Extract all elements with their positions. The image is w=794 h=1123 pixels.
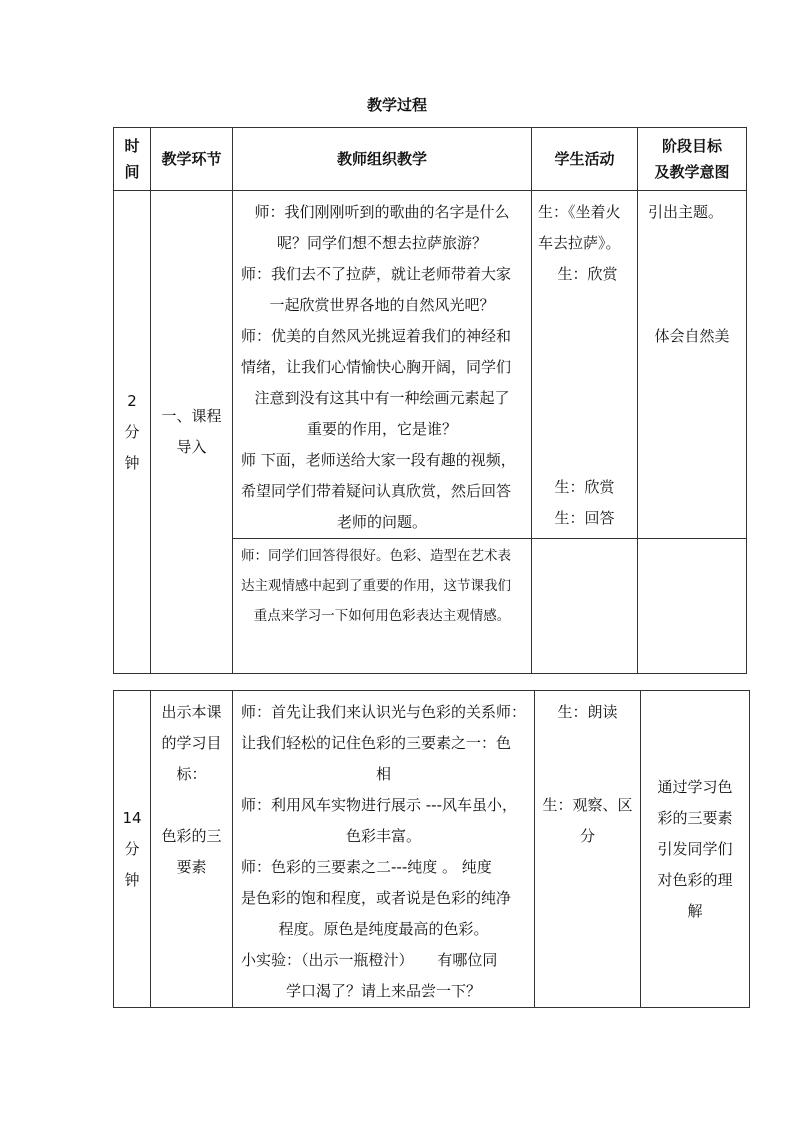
teacher-line: 相 [375, 765, 391, 783]
student-line: 生：《坐着火 [538, 203, 621, 221]
page-title: 教学过程 [366, 96, 427, 114]
teacher-line: 老师的问题。 [336, 513, 427, 531]
stage-line: 一、课程 [161, 407, 222, 425]
time-unit-1: 分 [124, 422, 140, 441]
stage-line: 出示本课 [161, 703, 222, 721]
stage-line: 色彩的三 [161, 827, 222, 845]
goal-cell [641, 691, 750, 1008]
stage-line: 的学习目 [161, 734, 222, 752]
goal-line: 体会自然美 [654, 327, 730, 345]
lesson-table-2 [113, 690, 750, 1008]
student-line: 生：朗读 [557, 703, 618, 721]
time-unit-2: 钟 [124, 870, 140, 889]
goal-cell [638, 191, 747, 539]
time-unit-1: 分 [124, 839, 140, 858]
goal-line: 彩的三要素 [657, 808, 733, 827]
teacher-line: 重要的作用，它是谁？ [306, 420, 457, 438]
student-line: 生：欣赏 [554, 478, 615, 496]
stage-cell [151, 191, 233, 674]
time-unit-2: 钟 [124, 453, 140, 472]
student-line: 车去拉萨》。 [538, 234, 621, 252]
stage-line: 导入 [176, 438, 207, 456]
lesson-table-1 [113, 127, 747, 674]
teacher-line: 达主观情感中起到了重要的作用，这节课我们 [241, 578, 511, 594]
teacher-line: 一起欣赏世界各地的自然风光吧？ [269, 296, 495, 314]
student-line: 生：欣赏 [557, 265, 618, 283]
teacher-line: 师 下面，老师送给大家一段有趣的视频， [241, 451, 516, 469]
goal-line: 对色彩的理 [657, 870, 733, 889]
header-time-line2: 间 [124, 163, 140, 181]
header-time [114, 128, 151, 191]
header-teacher: 教师组织教学 [233, 128, 532, 191]
teacher-line: 师：利用风车实物进行展示 ---风车虽小， [241, 796, 518, 814]
teacher-line: 师：首先让我们来认识光与色彩的关系师： [241, 703, 527, 721]
goal-cell [638, 539, 747, 674]
stage-line: 要素 [176, 858, 207, 876]
goal-line: 解 [687, 901, 703, 920]
header-goal-line1: 阶段目标 [661, 137, 722, 155]
student-cell [532, 539, 638, 674]
time-cell [114, 691, 151, 1008]
student-line: 分 [579, 827, 595, 845]
teacher-line: 色彩丰富。 [345, 827, 421, 845]
teacher-line: 师：色彩的三要素之二---纯度 。 纯度 [241, 858, 492, 876]
goal-line: 通过学习色 [657, 777, 733, 796]
header-goal [638, 128, 747, 191]
student-line: 生：回答 [554, 509, 615, 527]
header-stage: 教学环节 [151, 128, 233, 191]
teacher-line: 小实验：（出示一瓶橙汁） 有哪位同 [241, 951, 498, 969]
goal-line: 引出主题。 [648, 203, 724, 221]
teacher-line: 师：同学们回答得很好。色彩、造型在艺术表 [241, 548, 511, 564]
teacher-line: 是色彩的饱和程度，或者说是色彩的纯净 [241, 889, 512, 907]
teacher-line: 注意到没有这其中有一种绘画元素起了 [254, 389, 510, 407]
time-value: 14 [122, 808, 142, 827]
header-row [114, 128, 747, 191]
teacher-line: 情绪，让我们心情愉快心胸开阔，同学们 [241, 358, 512, 376]
teacher-cell [233, 539, 532, 674]
teacher-line: 师：我们去不了拉萨，就让老师带着大家 [241, 265, 512, 283]
header-goal-line2: 及教学意图 [654, 163, 730, 181]
time-cell [114, 191, 151, 674]
student-line: 生：观察、区 [542, 796, 633, 814]
teacher-cell [233, 191, 532, 539]
table-row [114, 691, 750, 1008]
header-time-line1: 时 [124, 137, 140, 155]
teacher-line: 师：优美的自然风光挑逗着我们的神经和 [241, 327, 512, 345]
teacher-line: 学口渴了？请上来品尝一下？ [285, 982, 481, 1000]
teacher-line: 让我们轻松的记住色彩的三要素之一：色 [241, 734, 512, 752]
time-value: 2 [127, 391, 137, 410]
table-row [114, 191, 747, 539]
student-cell [532, 191, 638, 539]
teacher-line: 重点来学习一下如何用色彩表达主观情感。 [253, 608, 511, 624]
stage-line: 标： [176, 765, 207, 783]
student-cell [535, 691, 641, 1008]
teacher-line: 程度。原色是纯度最高的色彩。 [278, 920, 489, 938]
stage-cell [151, 691, 233, 1008]
header-student: 学生活动 [532, 128, 638, 191]
teacher-cell [233, 691, 535, 1008]
teacher-line: 呢？同学们想不想去拉萨旅游？ [276, 234, 487, 252]
goal-line: 引发同学们 [657, 839, 733, 858]
teacher-line: 师：我们刚刚听到的歌曲的名字是什么 [254, 203, 510, 221]
teacher-line: 希望同学们带着疑问认真欣赏，然后回答 [241, 482, 512, 500]
